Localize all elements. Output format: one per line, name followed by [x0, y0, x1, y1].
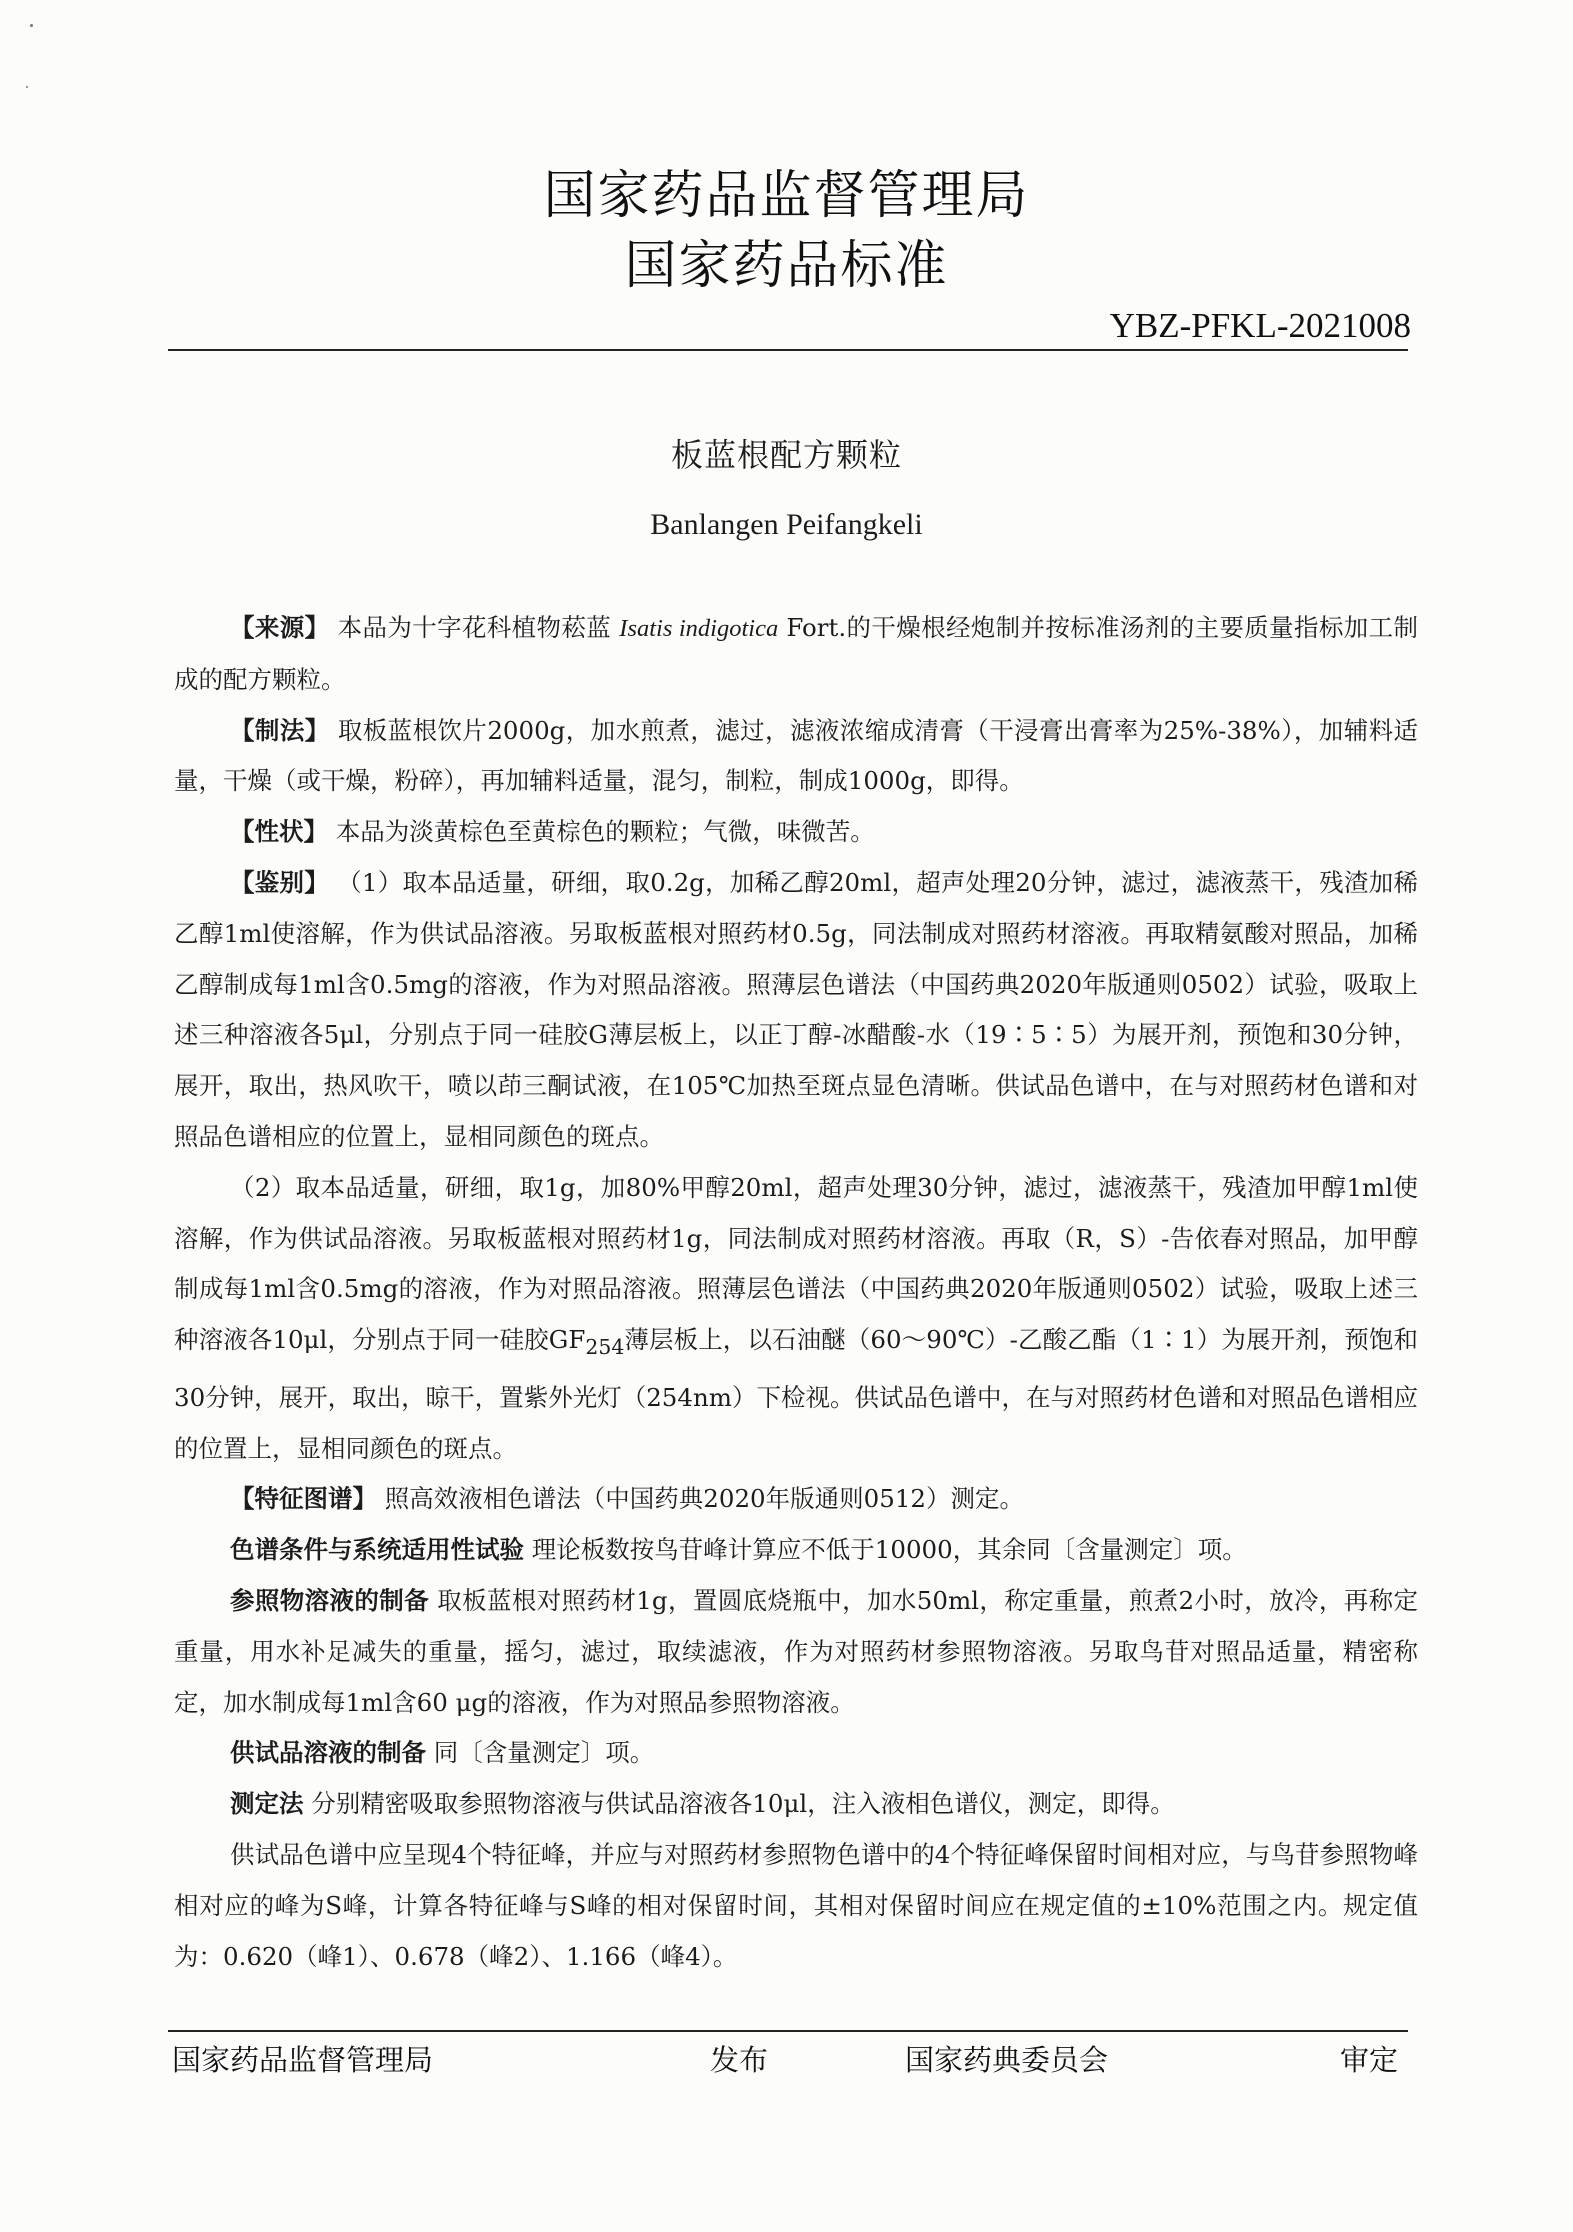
- footer-issuer: 国家药品监督管理局: [172, 2043, 434, 2077]
- identification-heading: 【鉴别】: [230, 867, 330, 897]
- method-heading: 测定法: [230, 1789, 304, 1819]
- preparation-heading: 【制法】: [230, 715, 330, 745]
- result-text: 供试品色谱中应呈现4个特征峰，并应与对照药材参照物色谱中的4个特征峰保留时间相对应，与鸟苷参照物峰相对应的峰为S峰，计算各特征峰与S峰的相对保留时间，其相对保留时间应在规定值的±10%范围之内。规定值为：0.620（峰1）、0.678（峰2）、1.166（峰4）。: [174, 1840, 1418, 1971]
- reference-solution-prep: [174, 1576, 1418, 1728]
- scan-speck: [26, 86, 28, 88]
- latin-name: Isatis indigotica: [619, 615, 779, 642]
- issuing-authority-title: 国家药品监督管理局: [543, 166, 1030, 226]
- conditions-text: 理论板数按鸟苷峰计算应不低于10000，其余同〔含量测定〕项。: [531, 1535, 1247, 1565]
- product-name-pinyin: Banlangen Peifangkeli: [650, 508, 923, 541]
- identification-item-2-text-a: （2）取本品适量，研细，取1g，加80%甲醇20ml，超声处理30分钟，滤过，滤液蒸干，残渣加甲醇1ml使溶解，作为供试品溶液。另取板蓝根对照药材1g，同法制成对照药材溶液。再取（R，S）-告依春对照品，加甲醇制成每1ml含0.5mg的溶液，作为对照品溶液。照薄层色谱法（中国药典2020年版通则0502）试验，吸取上述三种溶液各10μl，分别点于同一硅胶GF: [174, 1172, 1418, 1355]
- chromatographic-conditions: [174, 1525, 1418, 1576]
- fingerprint-section: [174, 1474, 1418, 1525]
- sample-solution-prep: [174, 1728, 1418, 1779]
- footer-reviewer: 国家药典委员会: [905, 2043, 1109, 2077]
- product-name-cn: 板蓝根配方颗粒: [670, 436, 902, 474]
- scan-speck: [30, 24, 33, 27]
- header-divider: [168, 349, 1408, 351]
- description-section: [174, 807, 1418, 858]
- standard-number: YBZ-PFKL-2021008: [1109, 306, 1411, 345]
- source-text-a: 本品为十字花科植物菘蓝: [337, 613, 612, 642]
- identification-item-2: [174, 1163, 1418, 1475]
- fingerprint-result: [174, 1830, 1418, 1982]
- description-text: 本品为淡黄棕色至黄棕色的颗粒；气微，味微苦。: [335, 817, 875, 847]
- preparation-section: [174, 706, 1418, 808]
- description-heading: 【性状】: [230, 817, 328, 847]
- preparation-text: 取板蓝根饮片2000g，加水煎煮，滤过，滤液浓缩成清膏（干浸膏出膏率为25%-38%），加辅料适量，干燥（或干燥，粉碎），再加辅料适量，混匀，制粒，制成1000g，即得。: [174, 715, 1419, 796]
- identification-item-2-text-b: 薄层板上，以石油醚（60～90℃）-乙酸乙酯（1∶1）为展开剂，预饱和30分钟，展开，取出，晾干，置紫外光灯（254nm）下检视。供试品色谱中，在与对照药材色谱和对照品色谱相应的位置上，显相同颜色的斑点。: [174, 1325, 1418, 1463]
- source-heading: 【来源】: [230, 613, 330, 642]
- determination-method: [174, 1779, 1418, 1830]
- conditions-heading: 色谱条件与系统适用性试验: [230, 1535, 524, 1565]
- footer-issue-label: 发布: [710, 2043, 769, 2077]
- fingerprint-heading: 【特征图谱】: [230, 1484, 377, 1514]
- standard-body: [174, 603, 1418, 1982]
- sample-text: 同〔含量测定〕项。: [433, 1738, 655, 1768]
- identification-section: [174, 858, 1418, 1163]
- method-text: 分别精密吸取参照物溶液与供试品溶液各10μl，注入液相色谱仪，测定，即得。: [311, 1789, 1175, 1819]
- source-section: [174, 603, 1418, 706]
- fingerprint-text: 照高效液相色谱法（中国药典2020年版通则0512）测定。: [384, 1484, 1024, 1514]
- footer-divider: [168, 2030, 1408, 2032]
- source-text-b: Fort.的干燥根经炮制并按标准汤剂的主要质量指标加工制成的配方颗粒。: [174, 613, 1418, 694]
- document-type-title: 国家药品标准: [624, 236, 949, 296]
- sample-heading: 供试品溶液的制备: [230, 1738, 426, 1768]
- reference-heading: 参照物溶液的制备: [230, 1586, 430, 1616]
- reference-text: 取板蓝根对照药材1g，置圆底烧瓶中，加水50ml，称定重量，煎煮2小时，放冷，再称定重量，用水补足减失的重量，摇匀，滤过，取续滤液，作为对照药材参照物溶液。另取鸟苷对照品适量，精密称定，加水制成每1ml含60 μg的溶液，作为对照品参照物溶液。: [174, 1586, 1418, 1717]
- identification-item-1: （1）取本品适量，研细，取0.2g，加稀乙醇20ml，超声处理20分钟，滤过，滤液蒸干，残渣加稀乙醇1ml使溶解，作为供试品溶液。另取板蓝根对照药材0.5g，同法制成对照药材溶液。再取精氨酸对照品，加稀乙醇制成每1ml含0.5mg的溶液，作为对照品溶液。照薄层色谱法（中国药典2020年版通则0502）试验，吸取上述三种溶液各5μl，分别点于同一硅胶G薄层板上，以正丁醇-冰醋酸-水（19∶5∶5）为展开剂，预饱和30分钟，展开，取出，热风吹干，喷以茚三酮试液，在105℃加热至斑点显色清晰。供试品色谱中，在与对照药材色谱和对照品色谱相应的位置上，显相同颜色的斑点。: [174, 867, 1418, 1151]
- footer-review-label: 审定: [1340, 2043, 1399, 2077]
- plate-subscript: 254: [585, 1335, 625, 1360]
